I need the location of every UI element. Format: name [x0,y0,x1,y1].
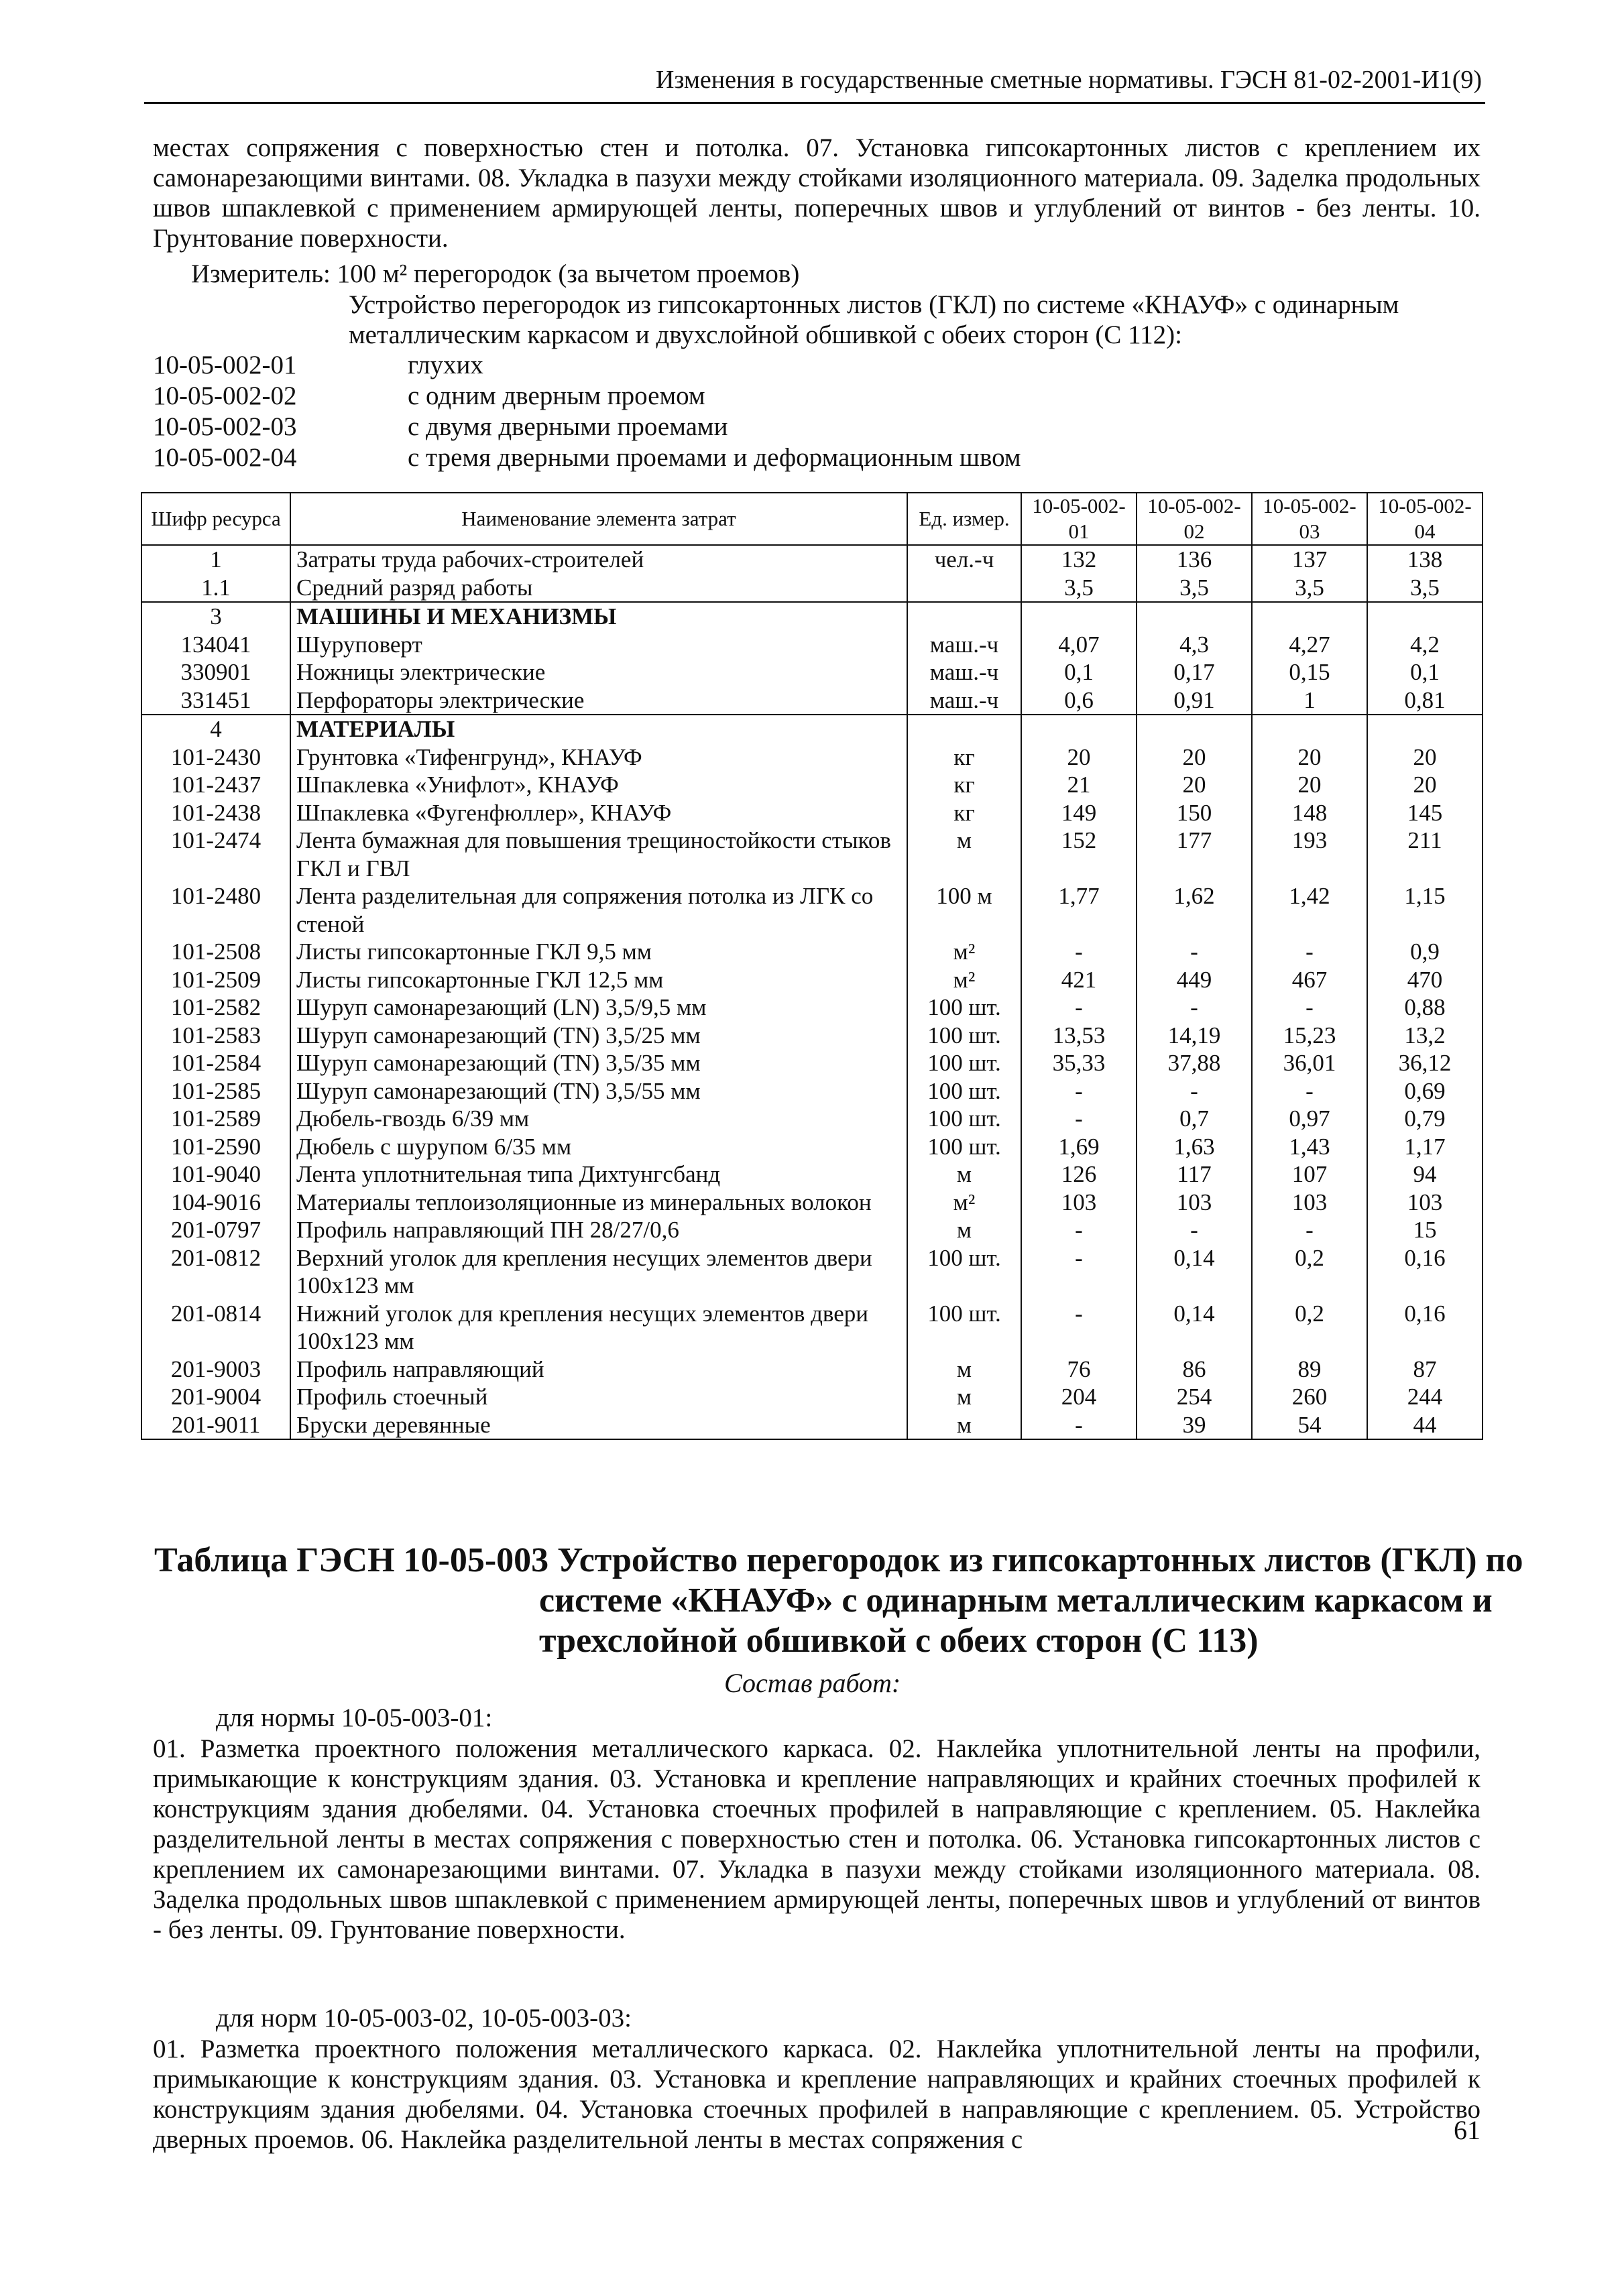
cell-code: 3 [141,602,290,631]
cell-value: 0,9 [1367,938,1483,966]
cell-code: 101-2474 [141,827,290,882]
cell-name: Профиль направляющий [290,1355,907,1384]
cell-name: Материалы теплоизоляционные из минеральных волокон [290,1189,907,1217]
norm-label: для нормы 10-05-003-01: [216,1703,493,1732]
cell-value: 149 [1021,799,1137,827]
cell-value: 117 [1137,1160,1252,1189]
cell-code: 101-2438 [141,799,290,827]
cell-value [1137,602,1252,631]
code-line [153,412,728,442]
cell-name: Лента бумажная для повышения трещиностойкости стыков ГКЛ и ГВЛ [290,827,907,882]
table-row [141,1383,1483,1411]
norm-paragraph: 01. Разметка проектного положения металлического каркаса. 02. Наклейка уплотнительной ленты на профили, примыкающие к конструкциям здания. 03. Установка и крепление направляющих и крайних стоечных профилей к конструкциям здания дюбелями. 04. Установка стоечных профилей в направляющие с креплением. 05. Устройство дверных проемов. 06. Наклейка разделительной ленты в местах сопряжения с [153,2035,1481,2154]
cell-code: 201-0797 [141,1216,290,1244]
table-row [141,715,1483,743]
cell-code: 1.1 [141,574,290,603]
cell-value: 20 [1021,743,1137,772]
cell-unit: м [907,1411,1021,1440]
table-title-line: трехслойной обшивкой с обеих сторон (С 113) [539,1622,1259,1660]
cell-value [1252,715,1367,743]
cell-code: 101-2508 [141,938,290,966]
code-description: глухих [408,351,483,379]
table-row [141,993,1483,1022]
cell-value: 44 [1367,1411,1483,1440]
cell-value: 0,88 [1367,993,1483,1022]
code-number: 10-05-002-01 [153,351,297,379]
norm-label: для норм 10-05-003-02, 10-05-003-03: [216,2004,632,2033]
cell-value: 0,7 [1137,1105,1252,1133]
table-row [141,1216,1483,1244]
cell-value: 54 [1252,1411,1367,1440]
header-rule [144,102,1485,104]
cell-value: - [1021,1077,1137,1105]
table-row [141,938,1483,966]
cell-value: 20 [1252,743,1367,772]
cell-value: 3,5 [1021,574,1137,603]
cell-value: 0,91 [1137,686,1252,715]
code-description: с тремя дверными проемами и деформационным швом [408,443,1021,472]
cell-value: 152 [1021,827,1137,882]
header-code: Шифр ресурса [141,493,290,545]
cell-unit: кг [907,771,1021,799]
cell-code: 4 [141,715,290,743]
cell-value: 0,2 [1252,1244,1367,1300]
cell-unit: маш.-ч [907,631,1021,659]
code-line [153,350,483,380]
code-line [153,442,1021,473]
cell-name: Лента разделительная для сопряжения потолка из ЛГК со стеной [290,882,907,938]
cell-value: 20 [1252,771,1367,799]
meter-line: Измеритель: 100 м² перегородок (за вычетом проемов) [191,259,800,288]
cell-code: 101-2430 [141,743,290,772]
cell-unit: м [907,1355,1021,1384]
table-row [141,631,1483,659]
cell-code: 101-2583 [141,1022,290,1050]
cell-value: 260 [1252,1383,1367,1411]
code-line [153,381,705,411]
cell-value: - [1021,938,1137,966]
cell-value: 1,42 [1252,882,1367,938]
cell-value: 0,6 [1021,686,1137,715]
cell-value: 0,16 [1367,1300,1483,1355]
cell-code: 101-2590 [141,1133,290,1161]
cell-value: 20 [1137,743,1252,772]
header-col-3: 10-05-002-03 [1252,493,1367,545]
table-header-row [141,493,1483,545]
cell-unit: 100 шт. [907,1022,1021,1050]
cell-code: 101-2437 [141,771,290,799]
cell-unit: 100 шт. [907,1077,1021,1105]
cell-value: 126 [1021,1160,1137,1189]
cell-unit: 100 м [907,882,1021,938]
cell-value: - [1021,1300,1137,1355]
cell-value: 39 [1137,1411,1252,1440]
cell-name: Шпаклевка «Унифлот», КНАУФ [290,771,907,799]
cell-value: 3,5 [1252,574,1367,603]
page-number: 61 [1454,2115,1481,2145]
cell-unit: м² [907,1189,1021,1217]
cell-value: 1 [1252,686,1367,715]
table-title-line: Таблица ГЭСН 10-05-003 Устройство перегородок из гипсокартонных листов (ГКЛ) по [154,1541,1523,1579]
cell-unit: м [907,1216,1021,1244]
cell-name: Верхний уголок для крепления несущих элементов двери 100х123 мм [290,1244,907,1300]
cell-value: 36,12 [1367,1049,1483,1077]
cell-code: 101-2480 [141,882,290,938]
table-row [141,1049,1483,1077]
cell-value: 467 [1252,966,1367,994]
cell-name: МАТЕРИАЛЫ [290,715,907,743]
cell-value: 244 [1367,1383,1483,1411]
cell-value [1367,602,1483,631]
table-row [141,1077,1483,1105]
table-row [141,743,1483,772]
cell-value: - [1252,938,1367,966]
cell-value: 107 [1252,1160,1367,1189]
cell-value: 4,2 [1367,631,1483,659]
running-header: Изменения в государственные сметные нормативы. ГЭСН 81-02-2001-И1(9) [655,66,1482,94]
header-unit: Ед. измер. [907,493,1021,545]
cell-value: - [1021,1216,1137,1244]
cell-code: 1 [141,545,290,574]
table-row [141,1244,1483,1300]
cell-value: - [1252,1216,1367,1244]
cell-name: Листы гипсокартонные ГКЛ 12,5 мм [290,966,907,994]
cell-value: 211 [1367,827,1483,882]
cell-name: Шпаклевка «Фугенфюллер», КНАУФ [290,799,907,827]
cell-value: 1,15 [1367,882,1483,938]
cell-unit: м [907,1383,1021,1411]
cell-value: - [1021,993,1137,1022]
cell-code: 134041 [141,631,290,659]
code-number: 10-05-002-02 [153,381,297,410]
cell-name: Лента уплотнительная типа Дихтунгсбанд [290,1160,907,1189]
cell-value: 132 [1021,545,1137,574]
cell-value: 0,1 [1367,658,1483,686]
table-subheading: Устройство перегородок из гипсокартонных листов (ГКЛ) по системе «КНАУФ» с одинарным металлическим каркасом и двухслойной обшивкой с обеих сторон (С 112): [349,290,1399,349]
cell-unit: м² [907,938,1021,966]
table-row [141,827,1483,882]
cell-value: 0,15 [1252,658,1367,686]
cell-value: 4,27 [1252,631,1367,659]
table-row [141,771,1483,799]
table-row [141,1160,1483,1189]
cell-code: 201-0812 [141,1244,290,1300]
cell-value: 14,19 [1137,1022,1252,1050]
table-row [141,1105,1483,1133]
cell-value: 36,01 [1252,1049,1367,1077]
cell-name: Шуруп самонарезающий (TN) 3,5/55 мм [290,1077,907,1105]
cell-value: 13,2 [1367,1022,1483,1050]
cell-unit: кг [907,743,1021,772]
cell-code: 101-9040 [141,1160,290,1189]
table-row [141,799,1483,827]
cell-value [1021,602,1137,631]
cell-name: МАШИНЫ И МЕХАНИЗМЫ [290,602,907,631]
cell-code: 331451 [141,686,290,715]
intro-paragraph: местах сопряжения с поверхностью стен и потолка. 07. Установка гипсокартонных листов с креплением их самонарезающими винтами. 08. Укладка в пазухи между стойками изоляционного материала. 09. Заделка продольных швов шпаклевкой с применением армирующей ленты, поперечных швов и углублений от винтов - без ленты. 10. Грунтование поверхности. [153,133,1481,253]
cell-value: 1,77 [1021,882,1137,938]
table-body [141,545,1483,1439]
header-col-1: 10-05-002-01 [1021,493,1137,545]
cell-unit: чел.-ч [907,545,1021,574]
cell-value: 3,5 [1137,574,1252,603]
cell-value: 20 [1367,771,1483,799]
cell-unit: м [907,1160,1021,1189]
cell-value: 76 [1021,1355,1137,1384]
table-row [141,1133,1483,1161]
cell-unit: 100 шт. [907,1049,1021,1077]
table-row [141,602,1483,631]
norm-paragraph: 01. Разметка проектного положения металлического каркаса. 02. Наклейка уплотнительной ленты на профили, примыкающие к конструкциям здания. 03. Установка и крепление направляющих и крайних стоечных профилей к конструкциям здания дюбелями. 04. Установка стоечных профилей в направляющие с креплением. 05. Наклейка разделительной ленты в местах сопряжения с поверхностью стен и потолка. 06. Установка гипсокартонных листов с креплением их самонарезающими винтами. 07. Укладка в пазухи между стойками изоляционного материала. 08. Заделка продольных швов шпаклевкой с применением армирующей ленты, поперечных швов и углублений от винтов - без ленты. 09. Грунтование поверхности. [153,1734,1481,1944]
cell-code: 201-9003 [141,1355,290,1384]
cell-value: 103 [1021,1189,1137,1217]
cell-code: 201-0814 [141,1300,290,1355]
cell-name: Листы гипсокартонные ГКЛ 9,5 мм [290,938,907,966]
cell-name: Шуруповерт [290,631,907,659]
cell-name: Затраты труда рабочих-строителей [290,545,907,574]
cell-name: Шуруп самонарезающий (TN) 3,5/25 мм [290,1022,907,1050]
cell-name: Профиль направляющий ПН 28/27/0,6 [290,1216,907,1244]
cell-value: - [1252,1077,1367,1105]
cell-value: 35,33 [1021,1049,1137,1077]
cell-unit: маш.-ч [907,658,1021,686]
cell-value: 137 [1252,545,1367,574]
cell-unit [907,574,1021,603]
cell-value: 204 [1021,1383,1137,1411]
cell-code: 101-2585 [141,1077,290,1105]
table-row [141,686,1483,715]
cell-value: 103 [1252,1189,1367,1217]
cell-value: 0,14 [1137,1244,1252,1300]
cell-code: 101-2584 [141,1049,290,1077]
code-number: 10-05-002-03 [153,412,297,441]
cell-name: Дюбель с шурупом 6/35 мм [290,1133,907,1161]
cell-unit: м [907,827,1021,882]
cell-value: 193 [1252,827,1367,882]
cell-unit: 100 шт. [907,993,1021,1022]
cell-value: - [1137,1077,1252,1105]
table-row [141,574,1483,603]
cell-value: 150 [1137,799,1252,827]
cell-code: 101-2582 [141,993,290,1022]
cell-value: 1,43 [1252,1133,1367,1161]
header-name: Наименование элемента затрат [290,493,907,545]
cell-value: 0,14 [1137,1300,1252,1355]
table-row [141,545,1483,574]
cell-value: 0,16 [1367,1244,1483,1300]
cell-name: Профиль стоечный [290,1383,907,1411]
cell-unit: кг [907,799,1021,827]
cell-value: 0,69 [1367,1077,1483,1105]
cell-value: 136 [1137,545,1252,574]
cell-name: Грунтовка «Тифенгрунд», КНАУФ [290,743,907,772]
cell-value: 0,97 [1252,1105,1367,1133]
table-row [141,966,1483,994]
cell-value: 0,81 [1367,686,1483,715]
cell-value: 1,62 [1137,882,1252,938]
composition-label: Состав работ: [724,1668,901,1698]
cell-name: Нижний уголок для крепления несущих элементов двери 100х123 мм [290,1300,907,1355]
cell-value: 470 [1367,966,1483,994]
cell-value: - [1021,1411,1137,1440]
cell-unit: 100 шт. [907,1105,1021,1133]
cell-value: 37,88 [1137,1049,1252,1077]
cell-value: 15 [1367,1216,1483,1244]
cell-code: 101-2589 [141,1105,290,1133]
cell-value: 103 [1137,1189,1252,1217]
cell-value: 13,53 [1021,1022,1137,1050]
cell-value: 0,17 [1137,658,1252,686]
cell-code: 201-9004 [141,1383,290,1411]
cell-value: 449 [1137,966,1252,994]
cell-name: Дюбель-гвоздь 6/39 мм [290,1105,907,1133]
cell-value: - [1137,1216,1252,1244]
cell-value: 0,1 [1021,658,1137,686]
cell-code: 104-9016 [141,1189,290,1217]
cell-value: 103 [1367,1189,1483,1217]
cell-value: 138 [1367,545,1483,574]
cell-name: Шуруп самонарезающий (TN) 3,5/35 мм [290,1049,907,1077]
cell-value: 4,07 [1021,631,1137,659]
cell-value: 4,3 [1137,631,1252,659]
table-row [141,1355,1483,1384]
header-col-2: 10-05-002-02 [1137,493,1252,545]
cell-unit: 100 шт. [907,1133,1021,1161]
cell-name: Шуруп самонарезающий (LN) 3,5/9,5 мм [290,993,907,1022]
cell-value [1137,715,1252,743]
cell-code: 101-2509 [141,966,290,994]
cell-value: 21 [1021,771,1137,799]
cell-value: - [1252,993,1367,1022]
cell-value: 0,2 [1252,1300,1367,1355]
cell-value: - [1021,1244,1137,1300]
cell-value: 1,69 [1021,1133,1137,1161]
cell-unit: 100 шт. [907,1300,1021,1355]
cell-value: 89 [1252,1355,1367,1384]
cell-value: 1,17 [1367,1133,1483,1161]
table-row [141,1411,1483,1440]
cell-value: 148 [1252,799,1367,827]
cell-value: 15,23 [1252,1022,1367,1050]
cell-value: 145 [1367,799,1483,827]
cell-value: 86 [1137,1355,1252,1384]
table-row [141,882,1483,938]
resource-table [141,492,1483,1440]
cell-value: 87 [1367,1355,1483,1384]
table-title-line: системе «КНАУФ» с одинарным металлическим каркасом и [539,1581,1493,1620]
cell-value: 421 [1021,966,1137,994]
cell-value: - [1137,993,1252,1022]
cell-name: Бруски деревянные [290,1411,907,1440]
cell-value: 3,5 [1367,574,1483,603]
cell-value: - [1021,1105,1137,1133]
cell-code: 201-9011 [141,1411,290,1440]
cell-value: 0,79 [1367,1105,1483,1133]
cell-value: 20 [1137,771,1252,799]
cell-value [1252,602,1367,631]
table-row [141,1300,1483,1355]
cell-value: 254 [1137,1383,1252,1411]
cell-unit [907,602,1021,631]
code-description: с одним дверным проемом [408,381,705,410]
cell-value: 20 [1367,743,1483,772]
cell-unit: 100 шт. [907,1244,1021,1300]
cell-name: Ножницы электрические [290,658,907,686]
cell-unit [907,715,1021,743]
cell-unit: маш.-ч [907,686,1021,715]
cell-name: Средний разряд работы [290,574,907,603]
table-title [154,1540,1523,1661]
cell-value: 177 [1137,827,1252,882]
cell-value: 1,63 [1137,1133,1252,1161]
cell-value: - [1137,938,1252,966]
code-number: 10-05-002-04 [153,443,297,472]
table-row [141,1189,1483,1217]
cell-unit: м² [907,966,1021,994]
table-row [141,658,1483,686]
cell-value [1021,715,1137,743]
header-col-4: 10-05-002-04 [1367,493,1483,545]
cell-code: 330901 [141,658,290,686]
cell-name: Перфораторы электрические [290,686,907,715]
code-description: с двумя дверными проемами [408,412,728,441]
cell-value: 94 [1367,1160,1483,1189]
table-row [141,1022,1483,1050]
cell-value [1367,715,1483,743]
